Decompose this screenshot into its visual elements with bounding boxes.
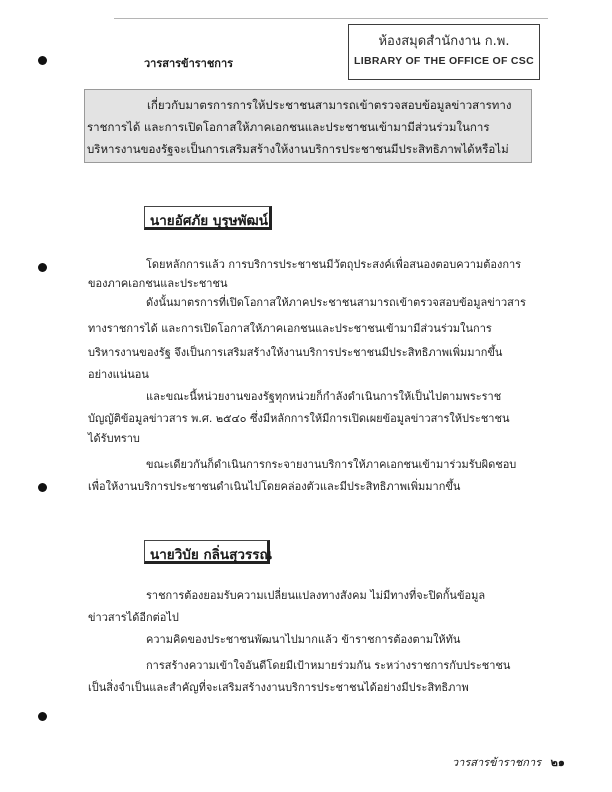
body-line: ขณะเดียวกันก็ดำเนินการกระจายงานบริการให้ภาคเอกชนเข้ามาร่วมรับผิดชอบ (146, 458, 517, 471)
stamp-english-text: LIBRARY OF THE OFFICE OF CSC (354, 55, 534, 67)
body-line: ความคิดของประชาชนพัฒนาไปมากแล้ว ข้าราชการต้องตามให้ทัน (146, 633, 461, 646)
question-box (84, 89, 532, 163)
body-line: ข่าวสารได้อีกต่อไป (88, 611, 179, 624)
footer-journal: วารสารข้าราชการ (452, 756, 542, 769)
body-line: ได้รับทราบ (88, 432, 140, 445)
body-line: เพื่อให้งานบริการประชาชนดำเนินไปโดยคล่องตัวและมีประสิทธิภาพเพิ่มมากขึ้น (88, 480, 461, 493)
punch-hole-top (38, 56, 47, 65)
body-line: อย่างแน่นอน (88, 368, 149, 381)
question-line: ราชการได้ และการเปิดโอกาสให้ภาคเอกชนและประชาชนเข้ามามีส่วนร่วมในการ (87, 120, 490, 134)
library-stamp (348, 24, 540, 80)
body-line: และขณะนี้หน่วยงานของรัฐทุกหน่วยก็กำลังดำเนินการให้เป็นไปตามพระราช (146, 390, 502, 403)
body-line: โดยหลักการแล้ว การบริการประชาชนมีวัตถุประสงค์เพื่อสนองตอบความต้องการ (146, 258, 522, 271)
page-footer (452, 753, 565, 771)
top-rule (114, 18, 548, 19)
question-line: เกี่ยวกับมาตรการการให้ประชาชนสามารถเข้าตรวจสอบข้อมูลข่าวสารทาง (147, 98, 512, 112)
speaker-name: นายวิบัย กลิ่นสุวรรณ (150, 547, 273, 563)
punch-hole-lower (38, 483, 47, 492)
punch-hole-upper (38, 263, 47, 272)
body-line: ดังนั้นมาตรการที่เปิดโอกาสให้ภาคประชาชนสามารถเข้าตรวจสอบข้อมูลข่าวสาร (146, 296, 526, 309)
body-line: บัญญัติข้อมูลข่าวสาร พ.ศ. ๒๕๔๐ ซึ่งมีหลักการให้มีการเปิดเผยข้อมูลข่าวสารให้ประชาชน (88, 412, 510, 425)
body-line: ทางราชการได้ และการเปิดโอกาสให้ภาคเอกชนและประชาชนเข้ามามีส่วนร่วมในการ (88, 322, 492, 335)
punch-hole-bottom (38, 712, 47, 721)
stamp-thai-text: ห้องสมุดสำนักงาน ก.พ. (378, 34, 510, 49)
body-line: การสร้างความเข้าใจอันดีโดยมีเป้าหมายร่วมกัน ระหว่างราชการกับประชาชน (146, 659, 511, 672)
speaker-name: นายอัศภัย บุรุษพัฒน์ (150, 213, 268, 229)
body-line: ของภาคเอกชนและประชาชน (88, 277, 228, 290)
body-line: เป็นสิ่งจำเป็นและสำคัญที่จะเสริมสร้างงานบริการประชาชนได้อย่างมีประสิทธิภาพ (88, 681, 469, 694)
question-line: บริหารงานของรัฐจะเป็นการเสริมสร้างให้งานบริการประชาชนมีประสิทธิภาพได้หรือไม่ (87, 142, 509, 156)
body-line: บริหารงานของรัฐ จึงเป็นการเสริมสร้างให้งานบริการประชาชนมีประสิทธิภาพเพิ่มมากขึ้น (88, 346, 503, 359)
body-line: ราชการต้องยอมรับความเปลี่ยนแปลงทางสังคม ไม่มีทางที่จะปิดกั้นข้อมูล (146, 589, 486, 602)
page-number: ๒๑ (550, 756, 565, 769)
journal-title: วารสารข้าราชการ (144, 57, 234, 70)
